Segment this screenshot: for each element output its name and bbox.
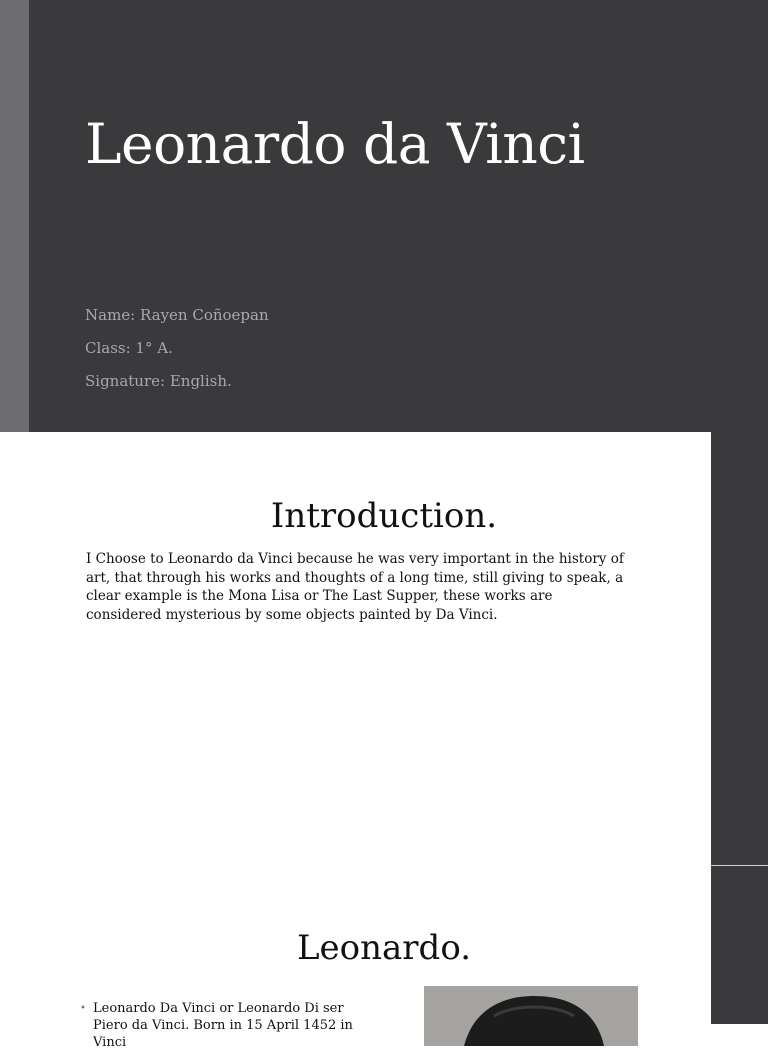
left-accent-bar bbox=[0, 0, 29, 432]
student-name: Name: Rayen Coñoepan bbox=[85, 306, 269, 324]
bio-bullet-text: Leonardo Da Vinci or Leonardo Di ser Piero da Vinci. Born in 15 April 1452 in Vinci bbox=[93, 1001, 353, 1050]
title-slide bbox=[0, 0, 768, 432]
leonardo-heading: Leonardo. bbox=[296, 928, 472, 968]
signature-info: Signature: English. bbox=[85, 372, 232, 390]
presentation-title: Leonardo da Vinci bbox=[85, 112, 585, 176]
leonardo-slide bbox=[0, 866, 768, 1050]
introduction-body: I Choose to Leonardo da Vinci because he was very important in the history of art, that through his works and thoughts of a long time, still giving to speak, a clear example is the Mona Lisa or The Last Supper, these works are considered mysterious by some objects painted by Da Vinci. bbox=[86, 551, 624, 623]
introduction-slide bbox=[0, 432, 768, 865]
class-info: Class: 1° A. bbox=[85, 339, 173, 357]
introduction-heading: Introduction. bbox=[270, 496, 498, 536]
portrait-image bbox=[424, 986, 638, 1046]
portrait-hat-shape bbox=[424, 986, 638, 1046]
bio-bullet bbox=[80, 1000, 380, 1051]
bullet-icon: • bbox=[80, 1003, 86, 1014]
